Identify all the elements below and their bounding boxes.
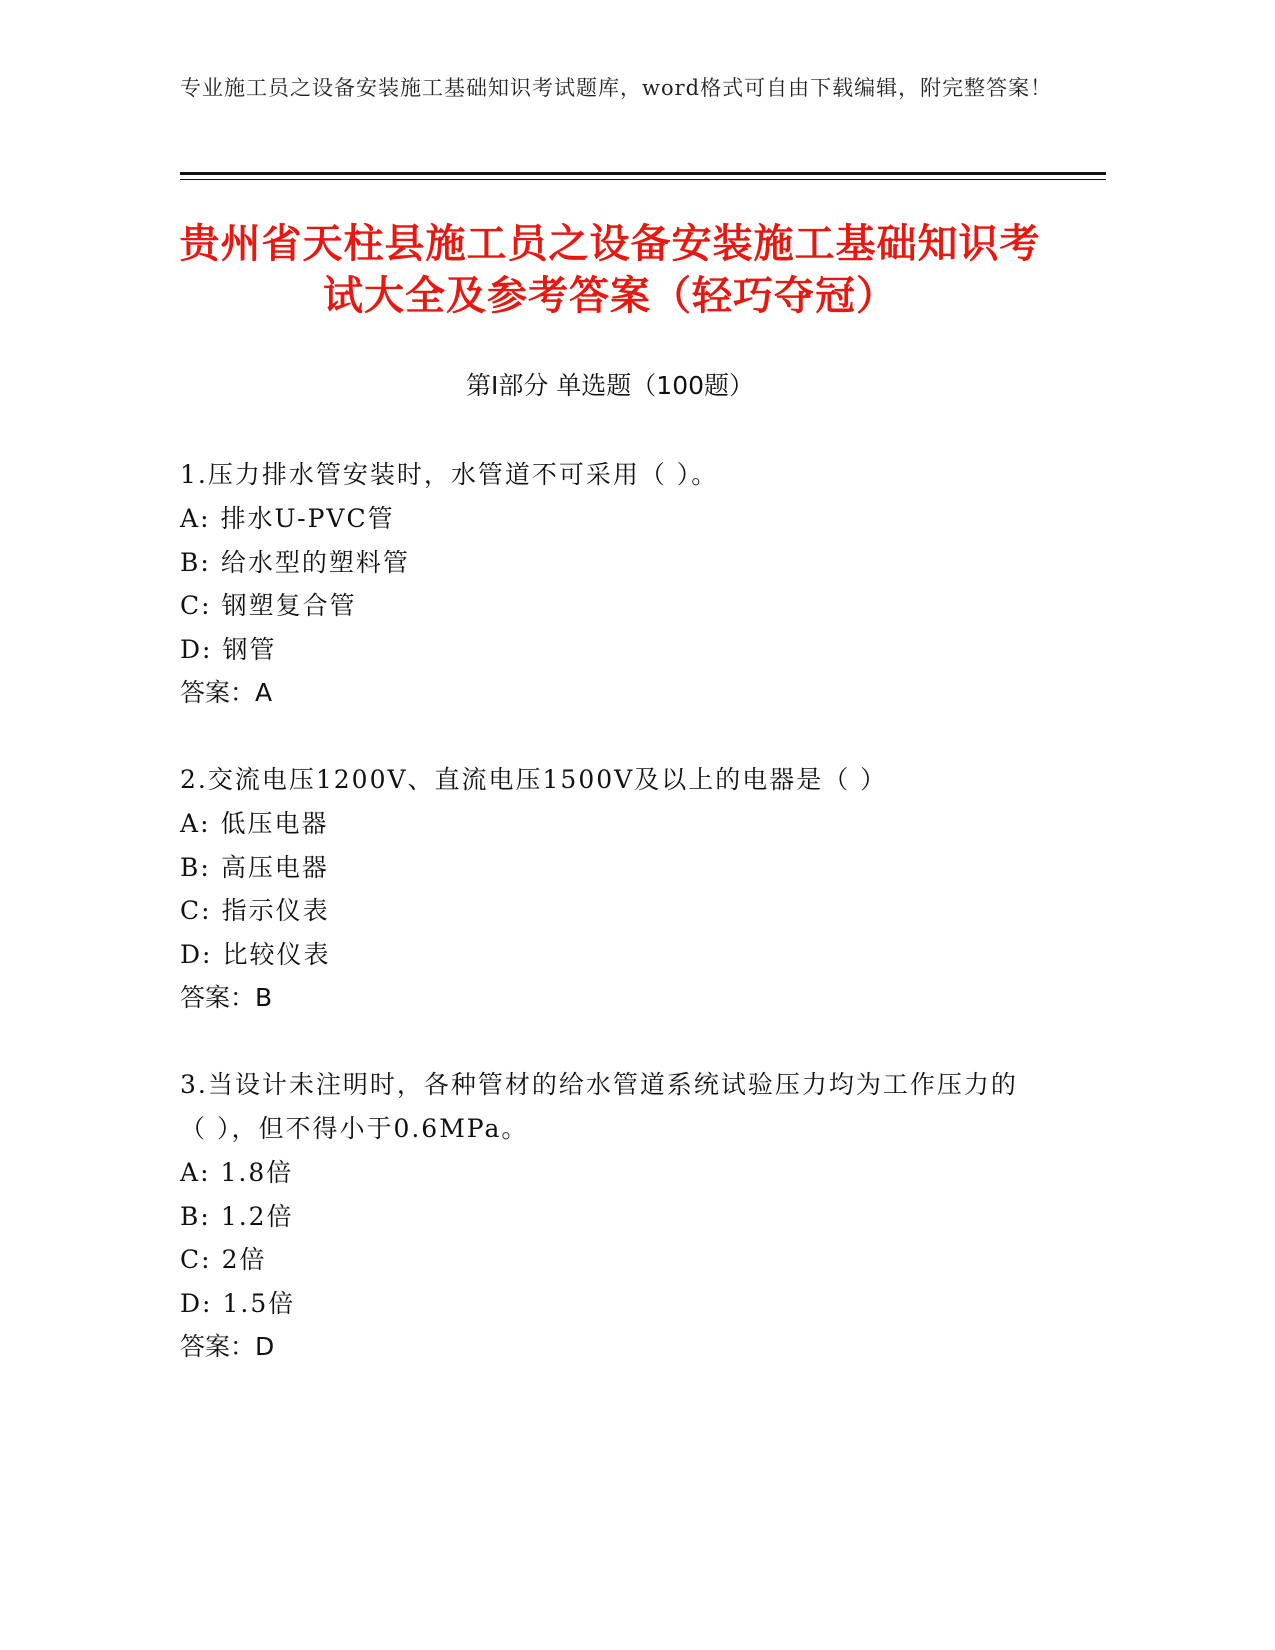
option-text: 比较仪表 [222, 939, 331, 969]
option-text: 高压电器 [220, 852, 329, 882]
option-text: 1.5倍 [222, 1288, 296, 1318]
option-separator: : [201, 896, 212, 925]
option-text: 给水型的塑料管 [220, 547, 410, 577]
option-key: B [180, 547, 201, 577]
document-title: 贵州省天柱县施工员之设备安装施工基础知识考试大全及参考答案（轻巧夺冠） [179, 221, 1041, 319]
option-key: A [180, 504, 201, 533]
option-separator: : [201, 1245, 212, 1274]
option-a [180, 802, 1040, 846]
option-text: 低压电器 [220, 809, 329, 838]
option-text: 1.2倍 [220, 1201, 294, 1231]
option-a [180, 1151, 1040, 1195]
option-separator: : [202, 1288, 213, 1318]
option-separator: : [200, 504, 211, 533]
answer: 答案：B [180, 983, 273, 1012]
option-a [180, 497, 1040, 541]
question-2 [180, 758, 1040, 1020]
header-rule-thick [180, 172, 1106, 175]
option-key: A [180, 1158, 201, 1187]
question-stem: 2.交流电压1200V、直流电压1500V及以上的电器是（ ） [180, 765, 888, 794]
option-key: D [180, 939, 203, 969]
option-text: 排水U-PVC管 [220, 504, 395, 533]
header-note: 专业施工员之设备安装施工基础知识考试题库，word格式可自由下载编辑，附完整答案！ [180, 76, 1053, 100]
question-3 [180, 1063, 1040, 1369]
option-key: B [180, 1201, 201, 1231]
option-key: C [180, 1245, 202, 1274]
option-b [180, 541, 1040, 585]
option-b [180, 1195, 1040, 1239]
header-rule-thin [180, 179, 1106, 180]
answer: 答案：D [180, 1332, 275, 1361]
option-d [180, 933, 1040, 977]
option-separator: : [200, 1201, 211, 1231]
option-key: C [180, 591, 202, 620]
option-text: 2倍 [221, 1245, 267, 1274]
option-separator: : [200, 547, 211, 577]
option-separator: : [200, 852, 211, 882]
question-1 [180, 453, 1040, 715]
option-c [180, 584, 1040, 628]
option-d [180, 628, 1040, 672]
option-separator: : [201, 591, 212, 620]
option-c [180, 889, 1040, 933]
option-c [180, 1238, 1040, 1282]
question-stem: 3.当设计未注明时，各种管材的给水管道系统试验压力均为工作压力的（ ），但不得小于0.6MPa。 [180, 1070, 1018, 1143]
option-separator: : [200, 1158, 211, 1187]
option-separator: : [202, 634, 213, 664]
option-separator: : [200, 809, 211, 838]
option-key: A [180, 809, 201, 838]
section-title: 第Ⅰ部分 单选题（100题） [465, 371, 755, 400]
question-stem: 1.压力排水管安装时，水管道不可采用（ ）。 [180, 460, 719, 489]
option-key: B [180, 852, 201, 882]
option-d [180, 1282, 1040, 1326]
option-text: 钢塑复合管 [221, 591, 357, 620]
option-text: 1.8倍 [220, 1158, 294, 1187]
option-key: D [180, 634, 203, 664]
option-key: D [180, 1288, 203, 1318]
answer: 答案：A [180, 678, 273, 707]
option-text: 钢管 [222, 634, 277, 664]
option-key: C [180, 896, 202, 925]
option-text: 指示仪表 [221, 896, 330, 925]
option-separator: : [202, 939, 213, 969]
option-b [180, 846, 1040, 890]
